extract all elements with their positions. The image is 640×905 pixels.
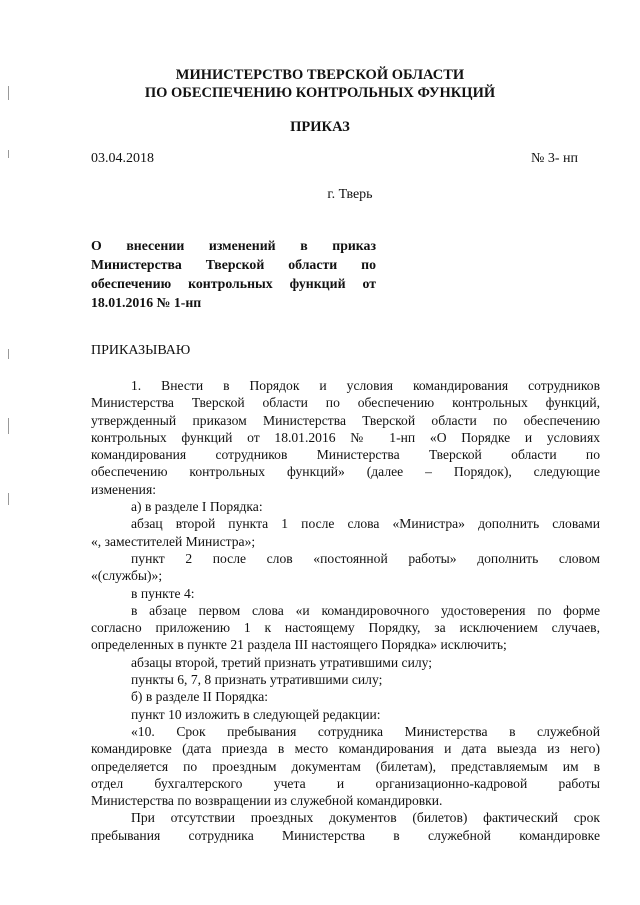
ministry-name-line2: ПО ОБЕСПЕЧЕНИЮ КОНТРОЛЬНЫХ ФУНКЦИЙ — [144, 85, 496, 101]
body-line: Министерства Тверской области по обеспечению контрольных функций, — [91, 395, 600, 411]
body-line: определяется по проездным документам (билетам), представляемым им в — [91, 758, 600, 774]
body-line: При отсутствии проездных документов (билетов) фактический срок — [131, 810, 600, 826]
body-line: пункты 6, 7, 8 признать утратившими силу; — [131, 672, 383, 688]
scan-margin-mark — [8, 349, 9, 359]
body-line: утвержденный приказом Министерства Тверской области по обеспечению — [91, 412, 600, 428]
body-line: изменения: — [91, 481, 156, 497]
scan-margin-mark — [8, 493, 9, 505]
subject-line: обеспечению контрольных функций от — [91, 276, 376, 291]
document-number: № 3- нп — [530, 151, 578, 166]
body-line: а) в разделе I Порядка: — [131, 499, 263, 515]
body-line: пребывания сотрудника Министерства в служебной командировке — [91, 827, 600, 843]
body-line: в пункте 4: — [131, 585, 195, 601]
body-line: командирования сотрудников Министерства Тверской области по — [91, 447, 600, 463]
body-line: «(службы)»; — [91, 568, 163, 584]
document-subject — [91, 236, 376, 312]
body-line: «10. Срок пребывания сотрудника Министерства в служебной — [131, 723, 600, 739]
subject-line: Министерства Тверской области по — [91, 257, 376, 272]
body-line: 1. Внести в Порядок и условия командирования сотрудников — [131, 378, 600, 393]
body-line: обеспечению контрольных функций» (далее – Порядок), следующие — [91, 464, 600, 480]
body-line: пункт 2 после слов «постоянной работы» дополнить словом — [131, 550, 600, 566]
document-type: ПРИКАЗ — [290, 119, 350, 135]
body-line: б) в разделе II Порядка: — [131, 689, 269, 705]
body-line: абзацы второй, третий признать утратившими силу; — [131, 654, 433, 670]
document-body — [91, 377, 600, 844]
subject-line: О внесении изменений в приказ — [91, 238, 376, 253]
ministry-name-line1: МИНИСТЕРСТВО ТВЕРСКОЙ ОБЛАСТИ — [175, 67, 465, 83]
body-line: «, заместителей Министра»; — [91, 533, 256, 549]
body-line: отдел бухгалтерского учета и организационно-кадровой работы — [91, 775, 600, 791]
body-line: командировке (дата приезда в место командирования и дата выезда из него) — [91, 741, 600, 757]
body-line: определенных в пункте 21 раздела III настоящего Порядка» исключить; — [91, 637, 507, 653]
body-line: абзац второй пункта 1 после слова «Министра» дополнить словами — [131, 516, 600, 532]
scan-margin-mark — [8, 418, 9, 434]
body-line: контрольных функций от 18.01.2016 № 1-нп «О Порядке и условиях — [91, 429, 600, 445]
body-line: Министерства по возвращении из служебной командировки. — [91, 793, 443, 809]
body-line: в абзаце первом слова «и командировочного удостоверения по форме — [131, 602, 600, 618]
document-date: 03.04.2018 — [91, 151, 154, 166]
body-line: согласно приложению 1 к настоящему Порядку, за исключением случаев, — [91, 620, 600, 636]
document-city: г. Тверь — [327, 187, 373, 202]
body-line: пункт 10 изложить в следующей редакции: — [131, 706, 381, 722]
order-word: ПРИКАЗЫВАЮ — [91, 343, 191, 358]
scan-margin-mark — [8, 150, 9, 158]
subject-line: 18.01.2016 № 1-нп — [91, 295, 202, 310]
